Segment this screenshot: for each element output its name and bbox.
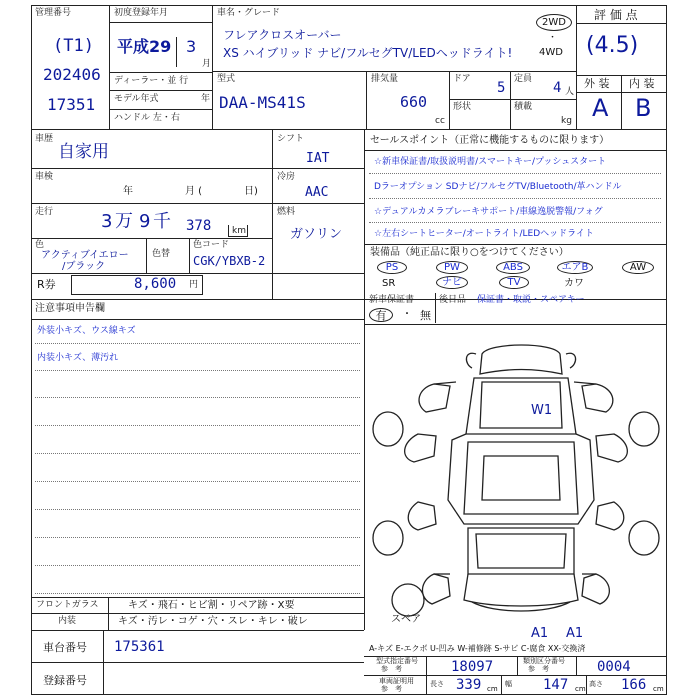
cert-label: 車両証明用 <box>379 677 414 685</box>
class-no-ref: 参 考 <box>528 665 549 673</box>
height-value: 166 <box>621 677 647 693</box>
mark-a1-left: A1 <box>531 626 549 641</box>
equip-sr: SR <box>382 278 396 289</box>
damage-legend: A-キズ E-エクボ U-凹み W-補修跡 S-サビ C-腐食 XX-交換済 <box>369 644 586 653</box>
shaken-label: 車検 <box>35 172 54 182</box>
equip-abs: ABS <box>496 261 530 274</box>
shaken-month: 月 ( <box>185 186 203 197</box>
first-reg-label: 初度登録年月 <box>114 8 169 18</box>
drive-sep: ・ <box>548 33 558 43</box>
color-change-label: 色替 <box>152 249 171 259</box>
mgmt-code: (T1) <box>53 36 94 56</box>
displacement-label: 排気量 <box>371 74 399 84</box>
front-glass-value: キズ・飛石・ヒビ割・リペア跡・X要 <box>128 600 295 611</box>
equipment-title: 装備品（純正品に限り○をつけてください） <box>370 247 569 258</box>
load-label: 積載 <box>514 102 533 112</box>
mgmt-number-1: 202406 <box>43 65 101 84</box>
dealer-label: ディーラー・並 行 <box>114 76 189 86</box>
shape-label: 形状 <box>453 102 472 112</box>
cc-unit: cc <box>435 116 445 126</box>
sales-point: ☆左右シートヒーター/オートライト/LEDヘッドライト <box>374 229 594 239</box>
capacity-label: 定員 <box>514 74 533 84</box>
mark-a1-right: A1 <box>566 626 584 641</box>
exterior-grade: A <box>592 94 609 122</box>
sales-point: ☆デュアルカメラブレーキサポート/車線逸脱警報/フォグ <box>374 207 603 217</box>
car-damage-diagram <box>364 324 667 630</box>
equip-airbag: エアB <box>557 261 593 274</box>
equip-leather: カワ <box>564 278 584 289</box>
ac-value: AAC <box>305 185 329 200</box>
width-value: 147 <box>543 677 569 693</box>
score-value: (4.5) <box>586 33 639 58</box>
person-unit: 人 <box>565 87 575 97</box>
warranty-yes: 有 <box>369 308 393 322</box>
first-reg-month: 3 <box>186 37 197 56</box>
interior-cond-value: キズ・汚レ・コゲ・穴・スレ・キレ・破レ <box>118 616 308 627</box>
yen-unit: 円 <box>189 280 199 290</box>
chassis-label: 車台番号 <box>43 641 87 654</box>
class-no-value: 0004 <box>597 659 631 675</box>
equip-ps: PS <box>377 261 407 274</box>
mileage-man-unit: 万 <box>115 211 133 232</box>
cert-ref: 参 考 <box>381 685 402 693</box>
drive-2wd: 2WD <box>536 14 572 31</box>
width-unit: cm <box>575 685 586 693</box>
interior-grade: B <box>635 94 652 122</box>
length-value: 339 <box>456 677 482 693</box>
color-label: 色 <box>35 240 45 250</box>
kg-unit: kg <box>561 116 572 126</box>
spare-label: スペア <box>391 614 421 625</box>
history-value: 自家用 <box>58 142 109 162</box>
car-grade: XS ハイブリッド ナビ/フルセグTV/LEDヘッドライト! <box>223 46 513 60</box>
capacity-value: 4 <box>553 80 562 96</box>
model-year-unit: 年 <box>201 94 211 104</box>
mileage-sen-unit: 千 <box>153 211 171 232</box>
door-value: 5 <box>497 80 506 96</box>
month-unit: 月 <box>202 59 212 69</box>
mileage-rest: 378 <box>186 218 212 234</box>
type-no-label: 型式指定番号 <box>376 657 418 665</box>
mgmt-label: 管理番号 <box>35 8 72 18</box>
sales-title: セールスポイント（正常に機能するものに限ります） <box>370 135 610 146</box>
interior-label: 内 装 <box>629 77 655 90</box>
mileage-man: 3 <box>101 211 113 232</box>
model-year-label: モデル年式 <box>114 94 159 104</box>
color-value-1: アクティブイエロー <box>41 250 129 261</box>
color-code-value: CGK/YBXB-2 <box>193 254 266 268</box>
color-code-label: 色コード <box>193 240 230 250</box>
type-no-value: 18097 <box>451 659 494 675</box>
mileage-label: 走行 <box>35 207 54 217</box>
history-label: 車歴 <box>35 134 54 144</box>
width-label: 幅 <box>505 680 512 688</box>
km-unit: km <box>232 226 246 236</box>
equip-navi: ナビ <box>436 276 468 289</box>
equip-pw: PW <box>436 261 468 274</box>
model-label: 型式 <box>217 74 236 84</box>
sales-point: Dラーオプション SDナビ/フルセグTV/Bluetooth/革ハンドル <box>374 182 622 192</box>
type-no-ref: 参 考 <box>381 665 402 673</box>
equip-tv: TV <box>499 276 529 289</box>
notes-title: 注意事項申告欄 <box>35 303 105 314</box>
recycle-label: R券 <box>37 278 56 291</box>
recycle-value: 8,600 <box>134 276 177 292</box>
car-name: フレアクロスオーバー <box>223 28 342 42</box>
auction-sheet <box>31 5 667 695</box>
drive-4wd: 4WD <box>539 47 563 58</box>
length-unit: cm <box>487 685 498 693</box>
mileage-sen: 9 <box>139 211 151 232</box>
reg-label: 登録番号 <box>43 674 87 687</box>
length-label: 長さ <box>430 680 444 688</box>
equip-aw: AW <box>622 261 654 274</box>
fuel-label: 燃料 <box>277 207 296 217</box>
chassis-value: 175361 <box>114 639 165 655</box>
height-unit: cm <box>653 685 664 693</box>
first-reg-era: 平成29 <box>117 37 172 56</box>
class-no-label: 類別区分番号 <box>523 657 565 665</box>
door-label: ドア <box>453 74 471 84</box>
note-line: 外装小キズ、ウス線キズ <box>37 326 136 336</box>
sales-point: ☆新車保証書/取扱説明書/スマートキー/プッシュスタート <box>374 157 607 167</box>
displacement-value: 660 <box>400 93 428 111</box>
name-grade-label: 車名・グレード <box>217 8 281 18</box>
warranty-label: 新車保証書 <box>369 295 415 305</box>
shaken-day: 日) <box>244 186 258 197</box>
mark-w1: W1 <box>531 403 553 418</box>
score-label: 評 価 点 <box>594 8 638 22</box>
shift-label: シフト <box>277 134 305 144</box>
exterior-label: 外 装 <box>584 77 610 90</box>
later-value: 保証書・取説・スペアキー <box>477 295 585 305</box>
warranty-sep: ・ <box>402 309 412 320</box>
warranty-no: 無 <box>420 309 431 322</box>
interior-cond-label: 内装 <box>58 616 77 626</box>
mgmt-number-2: 17351 <box>47 95 96 114</box>
later-label: 後日品 <box>439 295 467 305</box>
handle-label: ハンドル 左・右 <box>114 113 180 123</box>
shift-value: IAT <box>306 151 330 166</box>
fuel-value: ガソリン <box>290 227 343 242</box>
ac-label: 冷房 <box>277 172 296 182</box>
color-value-2: /ブラック <box>62 261 106 272</box>
note-line: 内装小キズ、薄汚れ <box>37 353 119 363</box>
front-glass-label: フロントガラス <box>36 600 99 610</box>
shaken-year: 年 <box>123 186 133 197</box>
model-code: DAA-MS41S <box>219 93 306 112</box>
height-label: 高さ <box>589 680 603 688</box>
